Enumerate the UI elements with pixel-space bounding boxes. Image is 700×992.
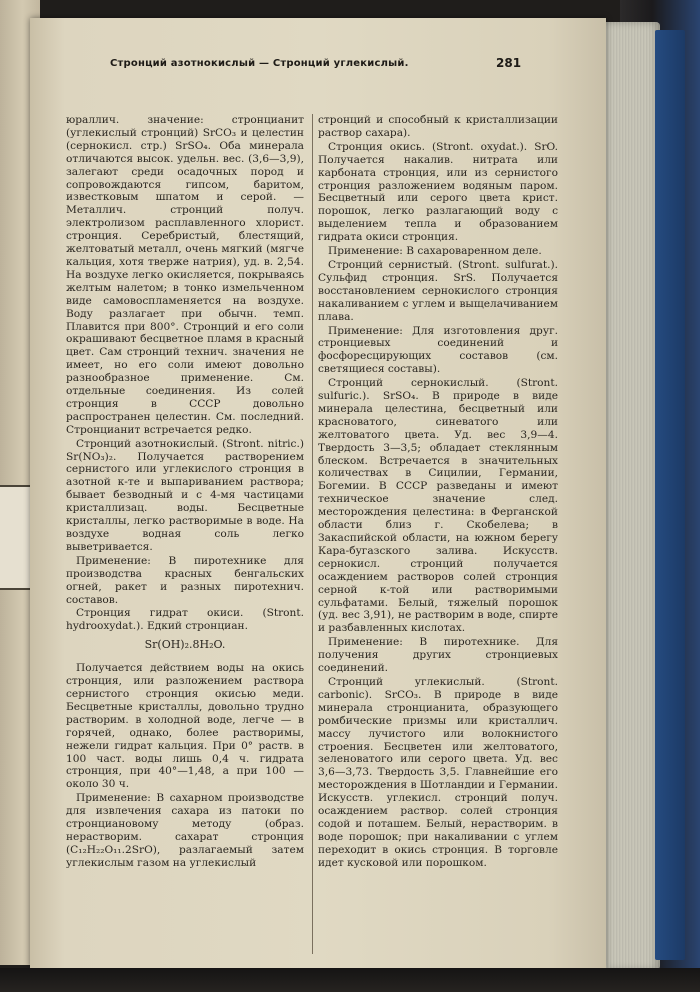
paragraph: юраллич. значение: стронцианит (углекислый стронций) SrCO₃ и целестин (сернокисл. стр.) SrSO₄. Оба минерала отличаются высок. удельн. вес. (3,6—3,9), залегают среди осадочных пород и сопровождаются гипсом, баритом, известковым шпатом и серой. — Металлич. стронций получ. электролизом расплавленного хлорист. стронция. Серебристый, блестящий, желтоватый металл, очень мягкий (мягче кальция, хотя тверже натрия), уд. в. 2,54. На воздухе легко окисляется, покрываясь желтым налетом; в тонко измельченном виде самовоспламеняется на воздухе. Воду разлагает при обычн. темп. Плавится при 800°. Стронций и его соли окрашивают бесцветное пламя в красный цвет. Сам стронций технич. значения не имеет, но его соли имеют довольно разнообразное применение. См. отдельные соединения. Из солей стронция в СССР довольно распространен целестин. См. последний. Стронцианит встречается редко.	[66, 114, 304, 436]
chemical-formula: Sr(OH)₂.8H₂O.	[144, 638, 226, 652]
right-column	[318, 114, 558, 871]
page-stack-edge	[598, 22, 660, 970]
entry-strontium-nitrate: Стронций азотнокислый. (Stront. nitric.) Sr(NO₃)₂. Получается растворением сернистого или углекислого стронция в азотной к-те и выпариванием раствора; бывает безводный и с 4-мя частицами кристаллизац. воды. Бесцветные кристаллы, легко растворимые в воде. На воздухе водная соль легко выветривается.	[66, 437, 304, 553]
blue-cover-board	[655, 30, 685, 960]
running-head: Стронций азотнокислый — Стронций углекислый.	[110, 58, 409, 69]
usage-paragraph: Применение: В пиротехнике для производства красных бенгальских огней, ракет и разных пиротехнич. составов.	[66, 554, 304, 606]
usage-paragraph: Применение: Для изготовления друг. стронциевых соединений и фосфоресцирующих составов (см. светящиеся составы).	[318, 324, 558, 376]
usage-paragraph: Применение: В пиротехнике. Для получения других стронциевых соединений.	[318, 636, 558, 675]
column-divider	[312, 114, 313, 954]
page-number: 281	[496, 56, 522, 70]
entry-strontium-hydroxide: Стронция гидрат окиси. (Stront. hydrooxydat.). Едкий стронциан.	[66, 607, 304, 633]
entry-strontium-carbonate: Стронций углекислый. (Stront. carbonic). SrCO₃. В природе в виде минерала стронцианита, образующего ромбические призмы или кристаллич. массу лучистого или волокнистого строения. Бесцветен или желтоватого, зеленоватого или серого цвета. Уд. вес 3,6—3,73. Твердость 3,5. Главнейшие его месторождения в Шотландии и Германии. Искусств. углекисл. стронций получ. осаждением раствор. солей стронция содой и поташем. Белый, нерастворим. в воде порошок; при накаливании с углем переходит в окись стронция. В торговле идет кусковой или порошком.	[318, 675, 558, 869]
page-fold	[0, 485, 32, 590]
usage-paragraph: Применение: В сахарном производстве для извлечения сахара из патоки по стронциановому методу (образ. нерастворим. сахарат стронция (C₁₂H₂₂O₁₁.2SrO), разлагаемый затем углекислым газом на углекислый	[66, 792, 304, 869]
table-surface	[0, 968, 700, 992]
entry-strontium-sulfide: Стронций сернистый. (Stront. sulfurat.). Сульфид стронция. SrS. Получается восстановлением сернокислого стронция накаливанием с углем и выщелачиванием плава.	[318, 258, 558, 323]
entry-strontium-sulfate: Стронций сернокислый. (Stront. sulfuric.). SrSO₄. В природе в виде минерала целестина, бесцветный или красноватого, синеватого или желтоватого цвета. Уд. вес 3,9—4. Твердость 3—3,5; обладает стеклянным блеском. Встречается в значительных количествах в Сицилии, Германии, Богемии. В СССР разведаны и имеют техническое значение след. месторождения целестина: в Ферганской области близ г. Скобелева; в Закаспийской области, на южном берегу Кара-бугазского залива. Искусств. сернокисл. стронций получается осаждением растворов солей стронция серной к-той или растворимыми сульфатами. Белый, тяжелый порошок (уд. вес 3,91), не растворим в воде, спирте и разбавленных кислотах.	[318, 377, 558, 635]
left-column	[66, 114, 304, 871]
paragraph: Получается действием воды на окись стронция, или разложением раствора сернистого стронция окисью меди. Бесцветные кристаллы, довольно трудно растворим. в холодной воде, легче — в горячей, однако, более растворимы, нежели гидрат кальция. При 0° раств. в 100 част. воды лишь 0,4 ч. гидрата стронция, при 40°—1,48, а при 100 — около 30 ч.	[66, 662, 304, 791]
paragraph: стронций и способный к кристаллизации раствор сахара).	[318, 114, 558, 139]
entry-strontium-oxide: Стронция окись. (Stront. oxydat.). SrO. Получается накалив. нитрата или карбоната стронция, или из сернистого стронция разложением водяным паром. Бесцветный или серого цвета крист. порошок, легко разлагающий воду с выделением тепла и образованием гидрата окиси стронция.	[318, 140, 558, 244]
usage-paragraph: Применение: В сахароваренном деле.	[328, 245, 542, 258]
book-page	[30, 18, 606, 968]
